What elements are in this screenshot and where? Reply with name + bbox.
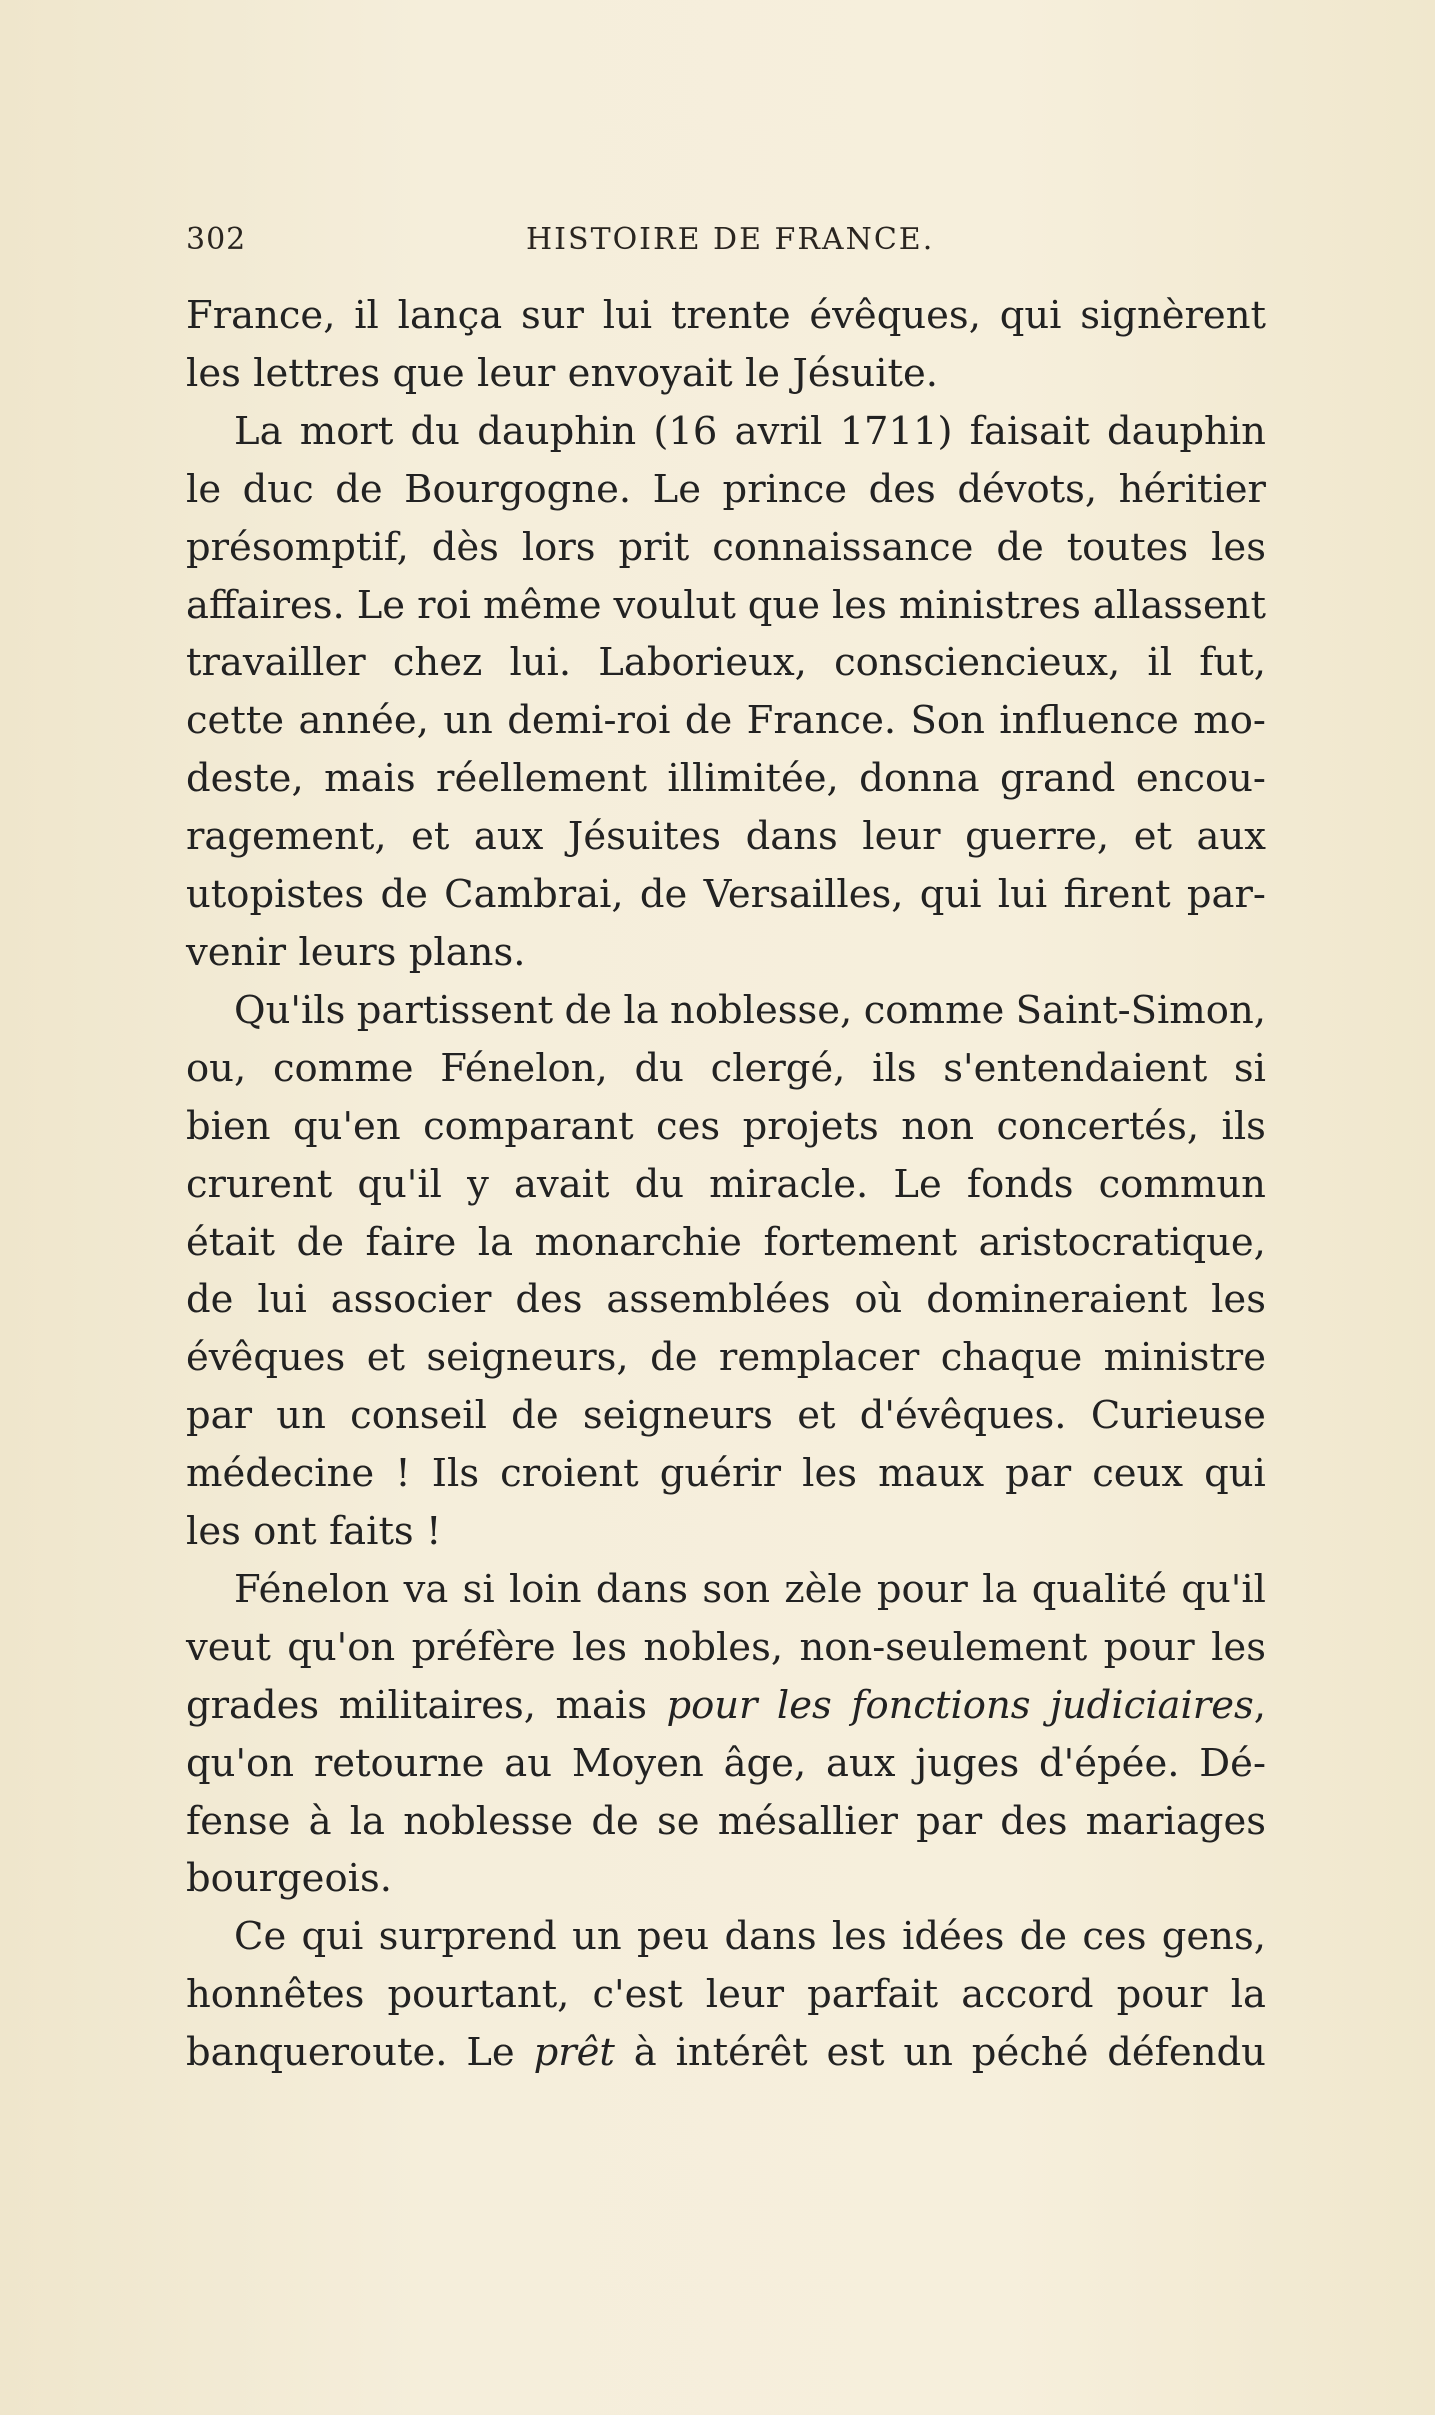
word: deste, [186,756,304,802]
text-line [186,866,1266,924]
word: Dé- [1199,1740,1266,1786]
italic-word: les [776,1682,832,1728]
word: y [467,1161,489,1207]
word: mais [324,756,416,802]
word: aux [826,1740,896,1786]
word: affaires. [186,582,345,628]
word: un [572,1914,622,1960]
word: les [802,1451,857,1497]
word: lui [602,293,653,338]
word: juges [915,1740,1020,1786]
word: les [831,1914,887,1960]
word: il [1147,640,1173,686]
punctuation: , [1253,1682,1266,1728]
text-line [186,1156,1266,1214]
word: leur [705,1972,785,2018]
text-line [186,1503,1266,1561]
word: associer [330,1277,492,1323]
word: qu'on [287,1624,396,1670]
word: Jésuite. [792,350,938,396]
word: comme [863,987,1005,1033]
word: la [623,987,659,1033]
word: qualité [1031,1566,1167,1612]
word: grades [186,1682,320,1728]
word: des [515,1277,583,1323]
word: Versailles, [703,872,904,918]
word: d'épée. [1039,1740,1180,1786]
italic-word: fonctions [851,1682,1031,1728]
word: cette [186,698,285,744]
word: dans [745,814,838,860]
word: dès [431,524,499,570]
text-line [186,1329,1266,1387]
word: mariages [1085,1798,1266,1844]
word: d'évêques. [859,1393,1067,1439]
word: de [335,466,383,512]
word: ont [253,1509,317,1555]
word: Curieuse [1090,1393,1266,1439]
text-line [186,403,1266,461]
word: présomptif, [186,524,409,570]
word: Fénelon [234,1566,390,1612]
word: des [1000,1798,1068,1844]
word: les [186,350,241,396]
word: fut, [1199,640,1266,686]
word: ragement, [186,814,387,860]
word: qu'en [293,1103,401,1149]
word: utopistes [186,872,365,918]
word: sur [520,293,584,338]
word: par [186,1393,253,1439]
word: zèle [784,1566,863,1612]
word: avait [514,1161,610,1207]
word: un [903,2030,953,2076]
word: ils [1221,1103,1266,1149]
word: même [482,582,602,628]
word: veut [186,1624,271,1670]
text-line [186,692,1266,750]
word: avril [734,408,823,454]
word: de [591,1798,639,1844]
word: idées [902,1914,1005,1960]
word: lui [257,1277,307,1323]
text-line [186,750,1266,808]
word: de [996,524,1044,570]
text-line [186,1445,1266,1503]
word: gens, [1161,1914,1266,1960]
word: Le [466,2030,515,2076]
word: au [504,1740,552,1786]
word: clergé, [710,1045,846,1091]
word: ministre [1103,1335,1266,1381]
word: ! [426,1509,442,1555]
word: pour [1103,1624,1195,1670]
word: aux [473,814,544,860]
word: miracle. [709,1161,869,1207]
word: noblesse [403,1798,574,1844]
word: firent [1063,872,1171,918]
word: signèrent [1080,293,1266,338]
word: La [234,408,283,454]
text-line [186,1387,1266,1445]
text-line [186,519,1266,577]
text-line [186,924,1266,982]
word: croient [500,1451,639,1497]
word: ils [872,1045,917,1091]
text-line [186,634,1266,692]
word: monarchie [534,1219,742,1265]
text-line [186,1908,1266,1966]
word: intérêt [675,2030,808,2076]
word: allassent [1092,582,1266,628]
word: France. [746,698,897,744]
word: qui [301,1914,364,1960]
word: Saint-Simon, [1015,987,1266,1033]
word: lança [397,293,503,338]
word: envoyait [567,350,733,396]
word: venir [186,929,287,975]
text-line [186,1098,1266,1156]
word: il [354,293,379,338]
word: commun [1098,1161,1266,1207]
italic-word: prêt [533,2030,615,2076]
word: leur [862,814,941,860]
word: mais [555,1682,647,1728]
word: va [403,1566,449,1612]
text-line [186,1040,1266,1098]
word: médecine [186,1451,375,1497]
word: évêques [186,1335,346,1381]
word: trente [670,293,791,338]
word: non-seulement [799,1624,1088,1670]
word: s'entendaient [943,1045,1208,1091]
word: de [380,872,428,918]
word: lui [997,872,1048,918]
word: noblesse, [670,987,853,1033]
word: de [296,1219,344,1265]
word: maux [878,1451,985,1497]
running-head [186,222,1266,262]
text-line [186,345,1266,403]
word: réellement [436,756,647,802]
word: dévots, [957,466,1098,512]
word: honnêtes [186,1972,365,2018]
word: comme [272,1045,414,1091]
word: le [744,350,781,396]
word: ou, [186,1045,247,1091]
word: mo- [1193,698,1266,744]
word: Ce [234,1914,287,1960]
word: ministres [898,582,1081,628]
text-line [186,1966,1266,2024]
word: ces [656,1103,721,1149]
word: Son [910,698,985,744]
word: c'est [592,1972,683,2018]
word: par [916,1798,983,1844]
word: toutes [1066,524,1189,570]
word: faire [365,1219,457,1265]
word: les [1211,1624,1266,1670]
text-line [186,1677,1266,1735]
word: si [462,1566,495,1612]
word: la [349,1798,385,1844]
word: son [702,1566,771,1612]
word: ! [395,1451,411,1497]
word: fense [186,1798,291,1844]
word: des [868,466,936,512]
word: Cambrai, [444,872,624,918]
word: Moyen [571,1740,704,1786]
word: par- [1186,872,1266,918]
word: leur [477,350,556,396]
word: duc [242,466,314,512]
word: plans. [408,929,526,975]
word: et [411,814,450,860]
word: aristocratique, [978,1219,1266,1265]
word: les [186,1509,241,1555]
word: était [186,1219,275,1265]
word: que [747,582,821,628]
word: chez [392,640,483,686]
word: connaissance [712,524,974,570]
word: voulut [613,582,736,628]
word: banqueroute. [186,2030,448,2076]
word: faisait [969,408,1090,454]
word: bourgeois. [186,1856,392,1902]
text-line [186,1561,1266,1619]
body-text [186,287,1266,2082]
word: dauphin [1107,408,1266,454]
word: à [633,2030,657,2076]
word: défendu [1107,2030,1266,2076]
word: la [477,1219,514,1265]
word: bien [186,1103,271,1149]
text-line [186,2024,1266,2082]
word: le [186,466,222,512]
text-line [186,577,1266,635]
word: assemblées [606,1277,831,1323]
word: illimitée, [667,756,839,802]
word: domineraient [926,1277,1188,1323]
word: faits [328,1509,414,1555]
word: travailler [186,640,366,686]
text-line [186,1793,1266,1851]
page-number: 302 [186,222,247,257]
word: nobles, [643,1624,784,1670]
word: consciencieux, [834,640,1121,686]
word: guérir [659,1451,782,1497]
word: par [1005,1451,1072,1497]
word: leurs [298,929,397,975]
word: qui [999,293,1062,338]
word: lui. [509,640,572,686]
text-line [186,1619,1266,1677]
word: comparant [423,1103,634,1149]
word: préfère [411,1624,556,1670]
word: se [657,1798,700,1844]
word: de [639,872,688,918]
word: lettres [253,350,381,396]
word: héritier [1118,466,1266,512]
word: Qu'ils [234,987,346,1033]
word: de [511,1393,559,1439]
word: lors [521,524,596,570]
word: si [1233,1045,1266,1091]
word: roi [417,582,471,628]
text-line [186,1850,1266,1908]
word: où [854,1277,903,1323]
word: Fénelon, [440,1045,608,1091]
word: (16 [653,408,718,454]
word: et [1133,814,1172,860]
word: France, [186,293,336,338]
word: de [186,1277,234,1323]
word: pourtant, [387,1972,570,2018]
word: militaires, [338,1682,537,1728]
word: seigneurs, [426,1335,629,1381]
word: la [1230,1972,1266,2018]
word: non [901,1103,975,1149]
word: dans [724,1914,817,1960]
word [1050,1677,1266,1735]
word: du [410,408,460,454]
word: 1711) [839,408,953,454]
word: évêques, [809,293,981,338]
word: pour [876,1566,968,1612]
word: qui [1204,1451,1266,1497]
word: mésallier [717,1798,898,1844]
word: Bourgogne. [404,466,632,512]
word: ces [1082,1914,1147,1960]
word: grand [999,756,1116,802]
word: accord [961,1972,1094,2018]
word: un [276,1393,326,1439]
text-line [186,1214,1266,1272]
word: chaque [940,1335,1083,1381]
word: de [564,987,612,1033]
word: que [392,350,465,396]
word: surprend [378,1914,557,1960]
word: du [634,1161,685,1207]
word: parfait [807,1972,939,2018]
word: conseil [350,1393,487,1439]
text-line [186,808,1266,866]
word: et [366,1335,405,1381]
word: les [831,582,887,628]
word: mort [299,408,394,454]
word: qu'on [186,1740,294,1786]
word: influence [999,698,1179,744]
word: seigneurs [582,1393,773,1439]
italic-word: judiciaires [1049,1682,1254,1728]
word: Le [356,582,406,628]
word: fonds [966,1161,1074,1207]
word: retourne [313,1740,485,1786]
word: pour [1116,1972,1208,2018]
word: aux [1196,814,1266,860]
word: dauphin [477,408,637,454]
word: un [443,698,493,744]
word: prince [722,466,848,512]
text-line [186,461,1266,519]
word: les [572,1624,627,1670]
word: prit [618,524,690,570]
word: à [308,1798,332,1844]
word: projets [742,1103,879,1149]
word: donna [859,756,980,802]
italic-word: pour [666,1682,758,1728]
running-title: HISTOIRE DE FRANCE. [526,222,935,257]
word: fortement [763,1219,958,1265]
word: loin [508,1566,582,1612]
word: remplacer [718,1335,920,1381]
word: est [826,2030,885,2076]
word: Ils [431,1451,480,1497]
word: de [684,698,733,744]
word: Le [652,466,702,512]
word: année, [298,698,429,744]
word: encou- [1135,756,1266,802]
text-line [186,1735,1266,1793]
word: demi-roi [507,698,671,744]
word: âge, [723,1740,807,1786]
word: et [797,1393,836,1439]
word: péché [971,2030,1089,2076]
word: qu'il [357,1161,442,1207]
word: crurent [186,1161,333,1207]
word: ceux [1092,1451,1184,1497]
word: Laborieux, [598,640,807,686]
word: Le [893,1161,942,1207]
word: du [634,1045,684,1091]
word: la [982,1566,1018,1612]
text-line [186,287,1266,345]
text-line [186,982,1266,1040]
text-line [186,1271,1266,1329]
word: de [1019,1914,1068,1960]
word: partissent [356,987,554,1033]
word: qui [919,872,982,918]
word: les [1211,1277,1266,1323]
word: les [1211,524,1266,570]
word: peu [636,1914,710,1960]
word: Jésuites [567,814,722,860]
word: guerre, [965,814,1110,860]
word: dans [595,1566,689,1612]
word: concertés, [996,1103,1200,1149]
word: qu'il [1181,1566,1266,1612]
word: de [650,1335,698,1381]
